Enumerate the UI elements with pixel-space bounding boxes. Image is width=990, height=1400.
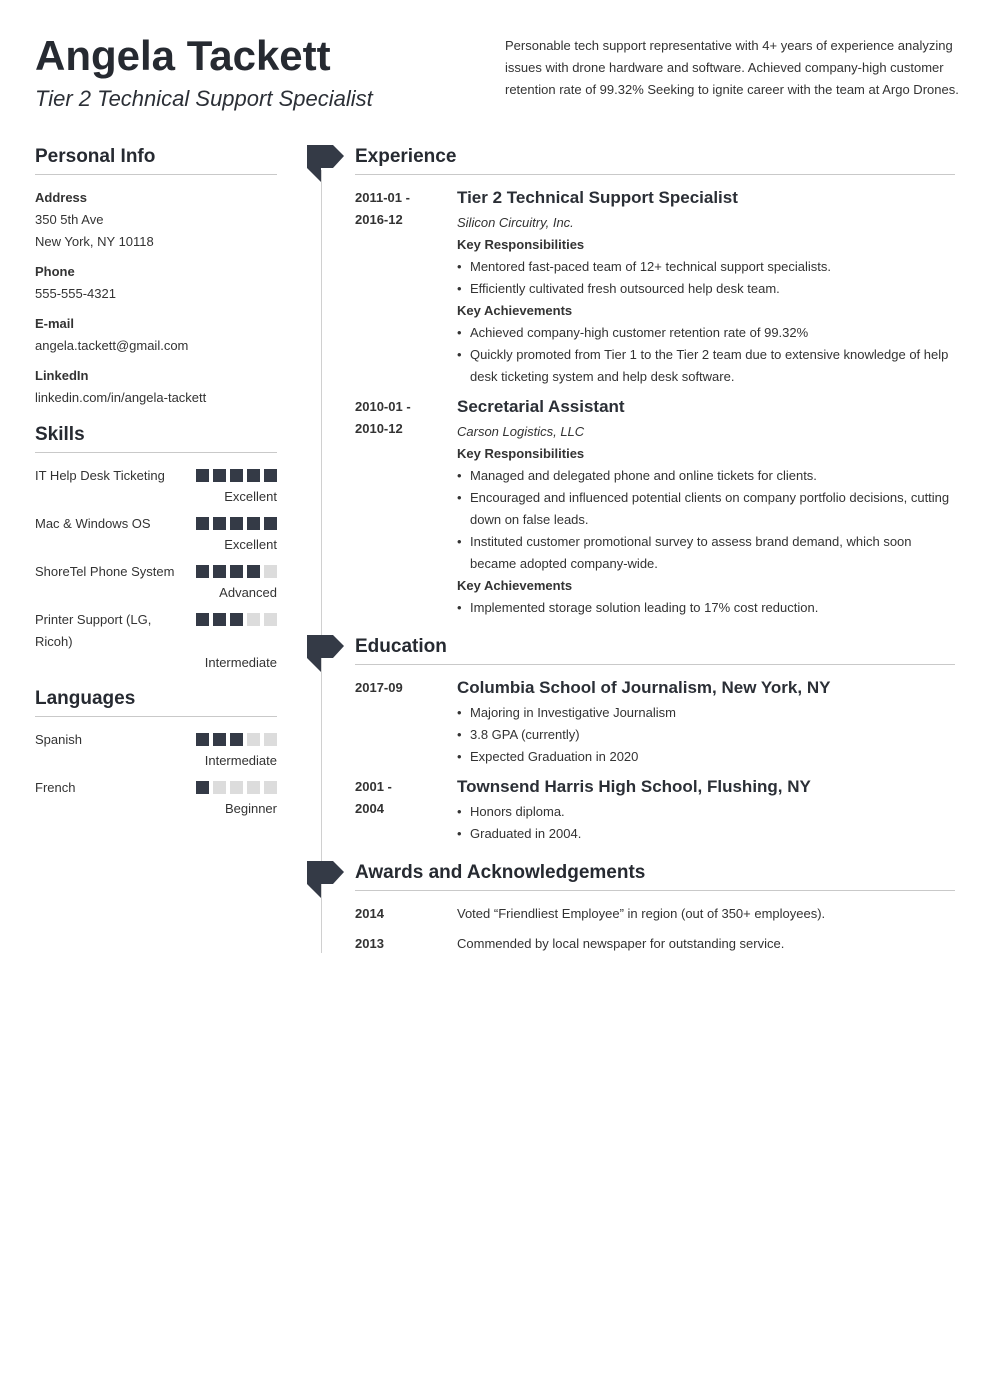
rating-dot-filled [196,781,209,794]
school-name: Columbia School of Journalism, New York, NY [457,678,831,697]
rating-dot-filled [213,565,226,578]
awards-heading: Awards and Acknowledgements [355,861,955,891]
bullet-item: • Instituted customer promotional survey to assess brand demand, which soon became adopted company-wide. [457,531,955,575]
date-start: 2010-01 - [355,399,411,414]
bullet-item: • Encouraged and influenced potential clients on company portfolio decisions, cutting down on false leads. [457,487,955,531]
rating-dot-filled [213,469,226,482]
education-heading: Education [355,635,955,665]
rating-row [35,513,277,535]
linkedin-block [35,365,277,409]
bullet-item: • Quickly promoted from Tier 1 to the Tier 2 team due to extensive knowledge of help desk ticketing system and help desk software. [457,344,955,388]
skill-item [35,561,277,603]
linkedin-label: LinkedIn [35,368,89,383]
skill-level: Intermediate [204,655,277,670]
rating-dot-filled [230,613,243,626]
languages-list [35,729,277,819]
job-title: Tier 2 Technical Support Specialist [457,188,738,207]
rating-dot-empty [247,733,260,746]
achievements-label: Key Achievements [457,578,573,593]
award-item [355,933,955,955]
timeline-line [321,170,322,953]
rating-dot-filled [264,469,277,482]
bullet-item: • Majoring in Investigative Journalism [457,702,955,724]
date-start: 2001 - [355,779,392,794]
candidate-name: Angela Tackett [35,32,331,79]
language-item [35,777,277,819]
award-year: 2014 [355,906,384,921]
address-block [35,187,277,253]
rating-dots [196,469,277,482]
rating-dot-filled [196,733,209,746]
experience-heading: Experience [355,145,955,175]
jobs-list [355,187,955,619]
skill-name: ShoreTel Phone System [35,564,175,579]
rating-dot-empty [264,733,277,746]
rating-dot-filled [230,517,243,530]
date-end: 2004 [355,801,384,816]
job-body [457,396,955,619]
company-name: Carson Logistics, LLC [457,424,585,439]
education-dates [355,677,457,768]
bullet-item: • Graduated in 2004. [457,823,955,845]
date-end: 2010-12 [355,421,403,436]
education-dates [355,776,457,845]
education-entry [355,677,955,768]
summary: Personable tech support representative with 4+ years of experience analyzing issues with drone hardware and software. Achieved company-high customer retention rate of 99.32% Seeking to ignite career with the team at Argo Drones. [505,38,959,97]
language-name: Spanish [35,732,82,747]
bullet-item: • Mentored fast-paced team of 12+ technical support specialists. [457,256,955,278]
rating-dot-empty [264,781,277,794]
phone-value: 555-555-4321 [35,286,116,301]
responsibilities-label: Key Responsibilities [457,237,585,252]
rating-dots [196,613,277,626]
left-column [35,145,277,825]
experience-section [355,145,955,625]
skill-item [35,513,277,555]
bullet-item: • Implemented storage solution leading to 17% cost reduction. [457,597,955,619]
bullet-item: • Efficiently cultivated fresh outsourced help desk team. [457,278,955,300]
date-start: 2011-01 - [355,190,410,205]
rating-dot-filled [230,469,243,482]
personal-info-heading: Personal Info [35,145,277,175]
education-body [457,677,955,768]
bullet-list [457,465,955,575]
rating-dot-empty [247,781,260,794]
experience-flag-icon [307,145,344,183]
rating-dot-filled [247,565,260,578]
education-section [355,635,955,851]
job-body [457,187,955,388]
job-dates [355,396,457,619]
right-column [355,145,955,965]
award-year: 2013 [355,936,384,951]
rating-dot-filled [213,613,226,626]
rating-dots [196,733,277,746]
skills-list [35,465,277,673]
rating-dot-filled [247,469,260,482]
bullet-item: • Managed and delegated phone and online tickets for clients. [457,465,955,487]
rating-dot-empty [264,613,277,626]
language-item [35,729,277,771]
rating-row [35,609,277,653]
rating-dot-filled [213,517,226,530]
job-title: Secretarial Assistant [457,397,625,416]
linkedin-value: linkedin.com/in/angela-tackett [35,390,207,405]
rating-dot-filled [230,733,243,746]
candidate-title: Tier 2 Technical Support Specialist [35,86,373,111]
education-list [355,677,955,845]
date-end: 2016-12 [355,212,403,227]
rating-dot-empty [247,613,260,626]
rating-dot-empty [230,781,243,794]
languages-heading: Languages [35,687,277,717]
bullet-item: • Achieved company-high customer retention rate of 99.32% [457,322,955,344]
skill-level: Excellent [224,537,277,552]
email-value: angela.tackett@gmail.com [35,338,189,353]
award-item [355,903,955,925]
rating-dot-filled [247,517,260,530]
skill-item [35,609,277,673]
rating-row [35,561,277,583]
skill-name: Mac & Windows OS [35,516,151,531]
rating-dot-filled [196,565,209,578]
bullet-item: • Expected Graduation in 2020 [457,746,955,768]
job-entry [355,396,955,619]
language-level: Beginner [224,801,277,816]
rating-dot-filled [230,565,243,578]
skills-heading: Skills [35,423,277,453]
job-dates [355,187,457,388]
address-line2: New York, NY 10118 [35,234,154,249]
address-label: Address [35,190,88,205]
rating-row [35,777,277,799]
bullet-item: • Honors diploma. [457,801,955,823]
rating-dots [196,781,277,794]
rating-dots [196,565,277,578]
bullet-item: • 3.8 GPA (currently) [457,724,955,746]
date-start: 2017-09 [355,680,403,695]
rating-dot-empty [264,565,277,578]
bullet-list [457,256,955,300]
language-name: French [35,780,76,795]
phone-block [35,261,277,305]
bullet-list [457,702,955,768]
rating-dot-filled [196,517,209,530]
address-line1: 350 5th Ave [35,212,104,227]
achievements-label: Key Achievements [457,303,573,318]
rating-dot-filled [213,733,226,746]
education-entry [355,776,955,845]
award-text: Commended by local newspaper for outstanding service. [457,936,785,951]
awards-list [355,903,955,955]
language-level: Intermediate [204,753,277,768]
skill-level: Advanced [219,585,277,600]
rating-row [35,465,277,487]
school-name: Townsend Harris High School, Flushing, NY [457,777,811,796]
company-name: Silicon Circuitry, Inc. [457,215,574,230]
rating-dot-filled [264,517,277,530]
awards-flag-icon [307,861,344,899]
skill-name: Printer Support (LG, Ricoh) [35,612,152,649]
responsibilities-label: Key Responsibilities [457,446,585,461]
rating-dot-empty [213,781,226,794]
rating-dot-filled [196,469,209,482]
phone-label: Phone [35,264,75,279]
award-text: Voted “Friendliest Employee” in region (out of 350+ employees). [457,906,826,921]
bullet-list [457,322,955,388]
rating-dots [196,517,277,530]
email-block [35,313,277,357]
bullet-list [457,801,955,845]
skill-item [35,465,277,507]
awards-section [355,861,955,955]
job-entry [355,187,955,388]
rating-row [35,729,277,751]
skill-level: Excellent [224,489,277,504]
bullet-list [457,597,955,619]
education-flag-icon [307,635,344,673]
skill-name: IT Help Desk Ticketing [35,468,165,483]
email-label: E-mail [35,316,75,331]
rating-dot-filled [196,613,209,626]
education-body [457,776,955,845]
